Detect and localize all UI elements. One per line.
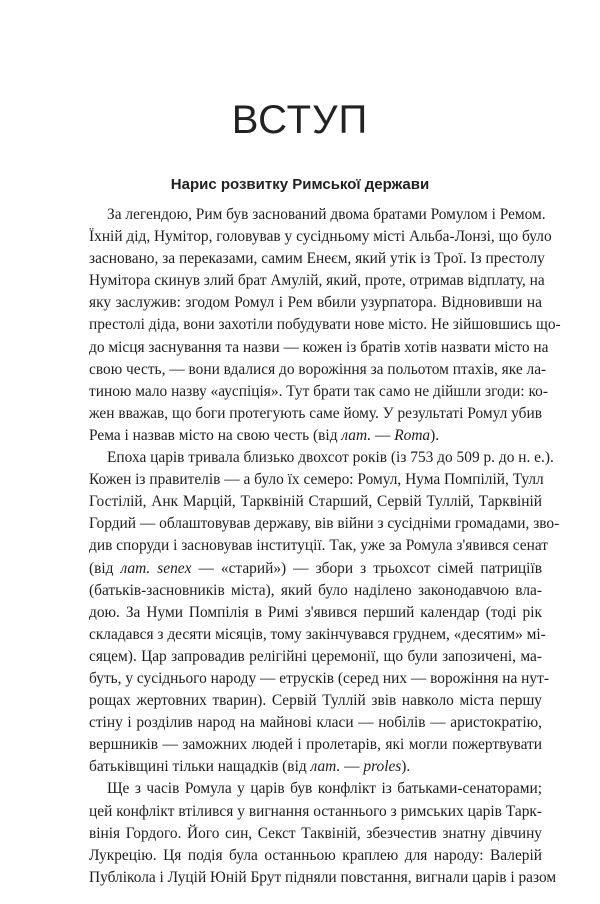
body-text: [89, 204, 561, 889]
text-line: тиною мало назву «ауспіція». Тут брати так само не дійшли згоди: ко-: [89, 382, 548, 400]
latin-abbreviation: лат.: [310, 758, 341, 776]
chapter-heading: ВСТУП: [231, 98, 369, 142]
text-line: буть, у сусіднього народу — етрусків (серед них — ворожіння на нут-: [89, 669, 549, 687]
text-line: Кожен із правителів — а було їх семеро: Ромул, Нума Помпілій, Тулл: [89, 471, 544, 489]
text-line: цей конфлікт втілився у вигнання останнього з римських царів Тарк-: [89, 802, 542, 820]
text-line: Публікола і Луцій Юній Брут підняли повстання, вигнали царів і разом: [89, 868, 557, 886]
paragraph-1: [89, 204, 561, 447]
latin-word: лат. senex: [120, 559, 192, 577]
text-line: дою. За Нуми Помпілія в Римі з'явився перший календар (тоді рік: [89, 603, 542, 621]
text-line: престолі діда, вони захотіли побудувати нове місто. Не зійшовшись що-: [89, 316, 561, 334]
text-line: Епоха царів тривала близько двохсот років (із 753 до 509 р. до н. е.).: [107, 449, 554, 467]
text-line: складався з десяти місяців, тому закінчувався груднем, «десятим» мі-: [89, 625, 546, 643]
text-segment: — «старий») — збори з трьохсот сімей патриціїв: [191, 559, 542, 577]
text-line: рощах жертовних тварин). Сервій Туллій звів навколо міста першу: [89, 692, 542, 710]
text-line: жен вважав, що боги протегують саме йому. У результаті Ромул убив: [89, 404, 542, 422]
text-line: Їхній дід, Нумітор, головував у сусідньому місті Альба-Лонзі, що було: [89, 228, 552, 246]
chapter-subtitle: Нарис розвитку Римської держави: [170, 176, 430, 193]
text-line: свою честь, — вони вдалися до ворожіння за польотом птахів, яке ла-: [89, 360, 547, 378]
text-segment: батьківщині тільки нащадків (від: [89, 758, 311, 776]
text-line: [89, 425, 542, 447]
text-segment: Рема і назвав місто на свою честь (від: [89, 426, 342, 444]
text-line: Гордий — облаштовував державу, вів війни з сусідніми громадами, зво-: [89, 515, 560, 533]
text-line: [89, 558, 542, 580]
text-line: За легендою, Рим був заснований двома братами Ромулом і Ремом.: [107, 206, 546, 223]
text-segment: (від: [89, 559, 121, 577]
text-line: див споруди і засновував інституції. Так, уже за Ромула з'явився сенат: [89, 537, 549, 555]
text-segment: —: [371, 426, 395, 444]
text-line: засновано, за переказами, самим Енеєм, який утік із Трої. Із престолу: [89, 250, 545, 268]
text-line: яку заслужив: згодом Ромул і Рем вбили узурпатора. Відновивши на: [89, 294, 542, 312]
latin-word: Roma: [394, 426, 431, 444]
text-line: вінія Гордого. Його син, Секст Таквіній, збезчестив знатну дівчину: [89, 824, 542, 842]
text-line: до місця заснування та назви — кожен із братів хотів назвати місто на: [89, 338, 549, 356]
text-line: вершників — заможних людей і пролетарів, які могли пожертвувати: [89, 736, 542, 754]
text-line: (батьків-засновників міста), який було наділено законодавчою вла-: [89, 581, 542, 599]
latin-word: proles: [363, 758, 402, 776]
text-line: [89, 756, 542, 778]
text-segment: —: [340, 758, 364, 776]
text-segment: ).: [401, 758, 411, 776]
text-line: Нумітора скинув злий брат Амулій, який, проте, отримав відплату, на: [89, 272, 545, 290]
text-line: Ще з часів Ромула у царів був конфлікт із батьками-сенаторами;: [107, 780, 542, 798]
paragraph-2: [89, 447, 560, 778]
text-segment: ).: [430, 426, 440, 444]
paragraph-3: [89, 778, 557, 888]
text-line: сяцем). Цар запровадив релігійні церемонії, що були запозичені, ма-: [89, 647, 542, 665]
text-line: стіну і розділив народ на майнові класи — нобілів — аристократію,: [89, 714, 542, 732]
text-line: Гостілій, Анк Марцій, Тарквіній Старший, Сервій Туллій, Тарквіній: [89, 493, 542, 511]
text-line: Лукрецію. Ця подія була останньою краплею для народу: Валерій: [89, 846, 542, 864]
latin-abbreviation: лат.: [341, 426, 372, 444]
